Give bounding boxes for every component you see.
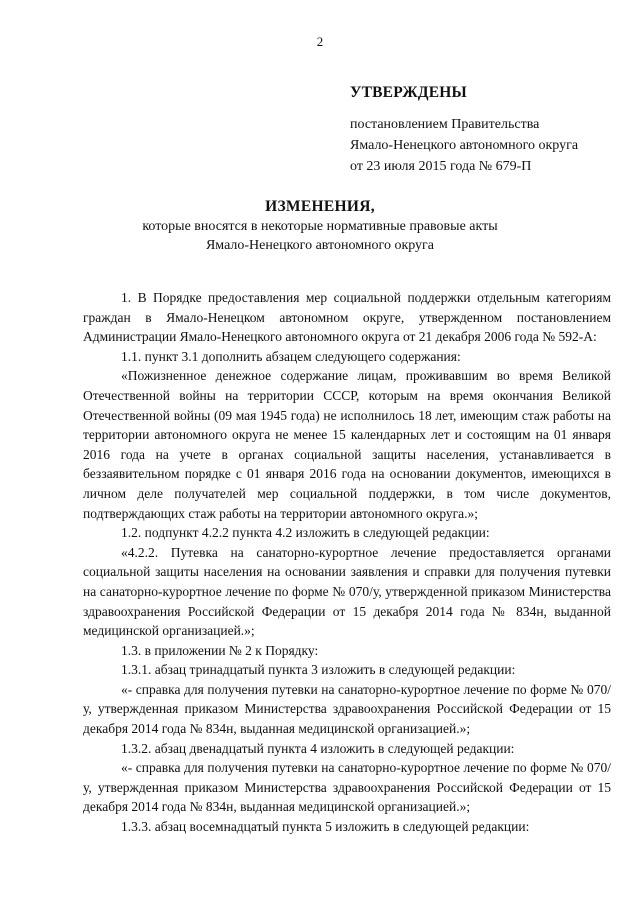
paragraph: 1.2. подпункт 4.2.2 пункта 4.2 изложить в следующей редакции:	[121, 525, 490, 541]
paragraph: 1.3.2. абзац двенадцатый пункта 4 изложить в следующей редакции:	[121, 740, 515, 756]
document-subtitle: Ямало-Ненецкого автономного округа	[205, 238, 435, 253]
paragraph: 1.1. пункт 3.1 дополнить абзацем следующего содержания:	[121, 348, 461, 364]
document-body	[83, 288, 611, 837]
approval-block	[350, 84, 578, 177]
paragraph: «- справка для получения путевки на санаторно-курортное лечение по форме № 070/у, утвержденная приказом Министерства здравоохранения Российской Федерации от 15 декабря 2014 года № 834н, выданная медицинской организацией.»;	[83, 681, 611, 737]
document-subtitle: которые вносятся в некоторые нормативные правовые акты	[142, 219, 498, 234]
approval-title: УТВЕРЖДЕНЫ	[350, 84, 467, 101]
paragraph: «Пожизненное денежное содержание лицам, проживавшим во время Великой Отечественной войны на территории СССР, которым на время окончания Великой Отечественной войны (09 мая 1945 года) не исполнилось 18 лет, имеющим стаж работы на территории автономного округа не менее 15 календарных лет и состоящим на 01 января 2016 года на учете в органах социальной защиты населения, устанавливается в беззаявительном порядке с 01 января 2016 года на основании документов, имеющихся в личном деле получателей мер социальной поддержки, в том числе документов, подтверждающих стаж работы на территории автономного округа.»;	[83, 368, 611, 521]
approval-line: постановлением Правительства	[350, 117, 540, 132]
paragraph: 1. В Порядке предоставления мер социальной поддержки отдельным категориям граждан в Ямало-Ненецком автономном округе, утвержденном постановлением Администрации Ямало-Ненецкого автономного округа от 21 декабря 2006 года № 592-А:	[83, 290, 611, 345]
paragraph: 1.3. в приложении № 2 к Порядку:	[121, 642, 319, 658]
page-number: 2	[316, 34, 324, 49]
paragraph: 1.3.1. абзац тринадцатый пункта 3 изложить в следующей редакции:	[121, 662, 516, 678]
paragraph: 1.3.3. абзац восемнадцатый пункта 5 изложить в следующей редакции:	[121, 819, 530, 835]
paragraph: «4.2.2. Путевка на санаторно-курортное лечение предоставляется органами социальной защиты населения на основании заявления и справки для получения путевки на санаторно-курортное лечение по форме № 070/у, утвержденной приказом Министерства здравоохранения Российской Федерации от 15 декабря 2014 года № 834н, выданной медицинской организацией.»;	[83, 544, 611, 639]
document-header	[0, 196, 640, 255]
approval-line: от 23 июля 2015 года № 679-П	[350, 159, 532, 174]
approval-line: Ямало-Ненецкого автономного округа	[350, 138, 579, 153]
document-title: ИЗМЕНЕНИЯ,	[265, 198, 375, 215]
paragraph: «- справка для получения путевки на санаторно-курортное лечение по форме № 070/у, утвержденная приказом Министерства здравоохранения Российской Федерации от 15 декабря 2014 года № 834н, выданная медицинской организацией.»;	[83, 760, 611, 815]
